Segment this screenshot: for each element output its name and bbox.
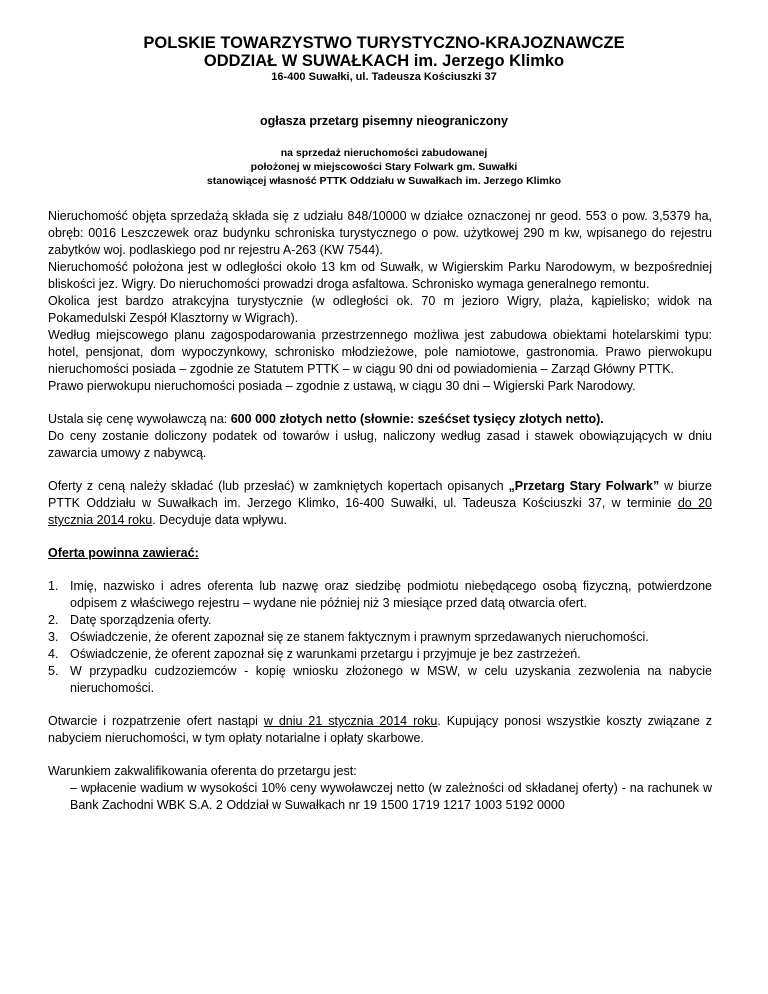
list-number: 5. — [48, 664, 59, 678]
offers-deadline: do 20 stycznia 2014 roku — [48, 496, 713, 527]
list-number: 1. — [48, 579, 59, 593]
opening-date: w dniu 21 stycznia 2014 roku — [263, 714, 438, 728]
opening-text: Otwarcie i rozpatrzenie ofert nastąpi — [48, 714, 264, 728]
qualification-intro: Warunkiem zakwalifikowania oferenta do przetargu jest: — [48, 764, 357, 778]
subheader-line: położonej w miejscowości Stary Folwark gm. Suwałki — [250, 161, 518, 173]
list-text: Imię, nazwisko i adres oferenta lub nazwę oraz siedzibę podmiotu niebędącego osobą fizyczną, potwierdzone odpisem z właściwego rejestru – wydane nie później niż 3 miesiące przed datą otwarcia ofert. — [70, 579, 712, 610]
offer-contents-heading: Oferta powinna zawierać: — [48, 546, 199, 560]
description-paragraph: Prawo pierwokupu nieruchomości posiada – zgodnie z ustawą, w ciągu 30 dni – Wigierski Park Narodowy. — [48, 379, 636, 393]
price-prefix: Ustala się cenę wywoławczą na: — [48, 412, 231, 426]
offers-text: w biurze PTTK Oddziału w Suwałkach im. Jerzego Klimko, 16-400 Suwałki, ul. Tadeusza Kościuszki 37, w terminie — [48, 479, 713, 510]
list-item — [48, 612, 712, 629]
tax-note: Do ceny zostanie doliczony podatek od towarów i usług, naliczony według zasad i stawek obowiązujących w dniu zawarcia umowy z nabywcą. — [48, 429, 712, 460]
qualification-condition: – wpłacenie wadium w wysokości 10% ceny wywoławczej netto (w zależności od składanej oferty) - na rachunek w Bank Zachodni WBK S.A. 2 Oddział w Suwałkach nr 19 1500 1719 1217 1003 5192 0000 — [70, 781, 712, 812]
description-paragraph: Nieruchomość objęta sprzedażą składa się z udziału 848/10000 w działce oznaczonej nr geod. 553 o pow. 3,5379 ha, obręb: 0016 Leszczewek oraz budynku schroniska turystycznego o pow. użytkowej 290 m kw, wpisanego do rejestru zabytków woj. podlaskiego pod nr rejestru A-263 (KW 7544). — [48, 209, 712, 257]
offers-text: . Decyduje data wpływu. — [152, 513, 288, 527]
organization-address: 16-400 Suwałki, ul. Tadeusza Kościuszki 37 — [271, 71, 497, 83]
list-number: 4. — [48, 647, 59, 661]
list-number: 2. — [48, 613, 59, 627]
price-paragraph — [48, 411, 712, 428]
subheader-line: na sprzedaż nieruchomości zabudowanej — [280, 147, 488, 159]
price-amount: 600 000 złotych netto (słownie: sześćset tysięcy złotych netto). — [230, 412, 604, 426]
list-item — [48, 663, 712, 697]
offer-contents-list — [48, 578, 712, 697]
description-paragraph: Według miejscowego planu zagospodarowania przestrzennego możliwa jest zabudowa obiektami hotelarskimi typu: hotel, pensjonat, dom wypoczynkowy, schronisko młodzieżowe, pole namiotowe, gastronomia. Prawo pierwokupu nieruchomości posiada – zgodnie ze Statutem PTTK – w ciągu 90 dni od powiadomienia – Zarząd Główny PTTK. — [48, 328, 712, 376]
description-paragraph: Okolica jest bardzo atrakcyjna turystycznie (w odległości ok. 70 m jezioro Wigry, plaża, kąpielisko; widok na Pokamedulski Zespół Klasztorny w Wigrach). — [48, 294, 712, 325]
organization-name: POLSKIE TOWARZYSTWO TURYSTYCZNO-KRAJOZNAWCZE — [143, 34, 625, 52]
branch-name: ODDZIAŁ W SUWAŁKACH im. Jerzego Klimko — [203, 52, 565, 70]
envelope-label: „Przetarg Stary Folwark” — [508, 479, 660, 493]
list-text: Oświadczenie, że oferent zapoznał się ze stanem faktycznym i prawnym sprzedawanych nieruchomości. — [70, 630, 649, 644]
list-text: W przypadku cudzoziemców - kopię wniosku złożonego w MSW, w celu uzyskania zezwolenia na nabycie nieruchomości. — [70, 664, 712, 695]
offers-text: Oferty z ceną należy składać (lub przesłać) w zamkniętych kopertach opisanych — [48, 479, 509, 493]
list-item — [48, 646, 712, 663]
announcement-title: ogłasza przetarg pisemny nieograniczony — [260, 114, 508, 128]
list-item — [48, 578, 712, 612]
document-body — [48, 208, 712, 814]
offers-paragraph — [48, 478, 712, 529]
opening-text: . Kupujący ponosi wszystkie koszty związane z nabyciem nieruchomości, w tym opłaty notarialne i opłaty skarbowe. — [48, 714, 712, 745]
list-number: 3. — [48, 630, 59, 644]
description-paragraph: Nieruchomość położona jest w odległości około 13 km od Suwałk, w Wigierskim Parku Narodowym, w bezpośredniej bliskości jez. Wigry. Do nieruchomości prowadzi droga asfaltowa. Schronisko wymaga generalnego remontu. — [48, 260, 712, 291]
list-text: Datę sporządzenia oferty. — [70, 613, 212, 627]
subheader-line: stanowiącej własność PTTK Oddziału w Suwałkach im. Jerzego Klimko — [206, 175, 562, 187]
opening-paragraph — [48, 713, 712, 747]
list-item — [48, 629, 712, 646]
list-text: Oświadczenie, że oferent zapoznał się z warunkami przetargu i przyjmuje je bez zastrzeżeń. — [70, 647, 581, 661]
